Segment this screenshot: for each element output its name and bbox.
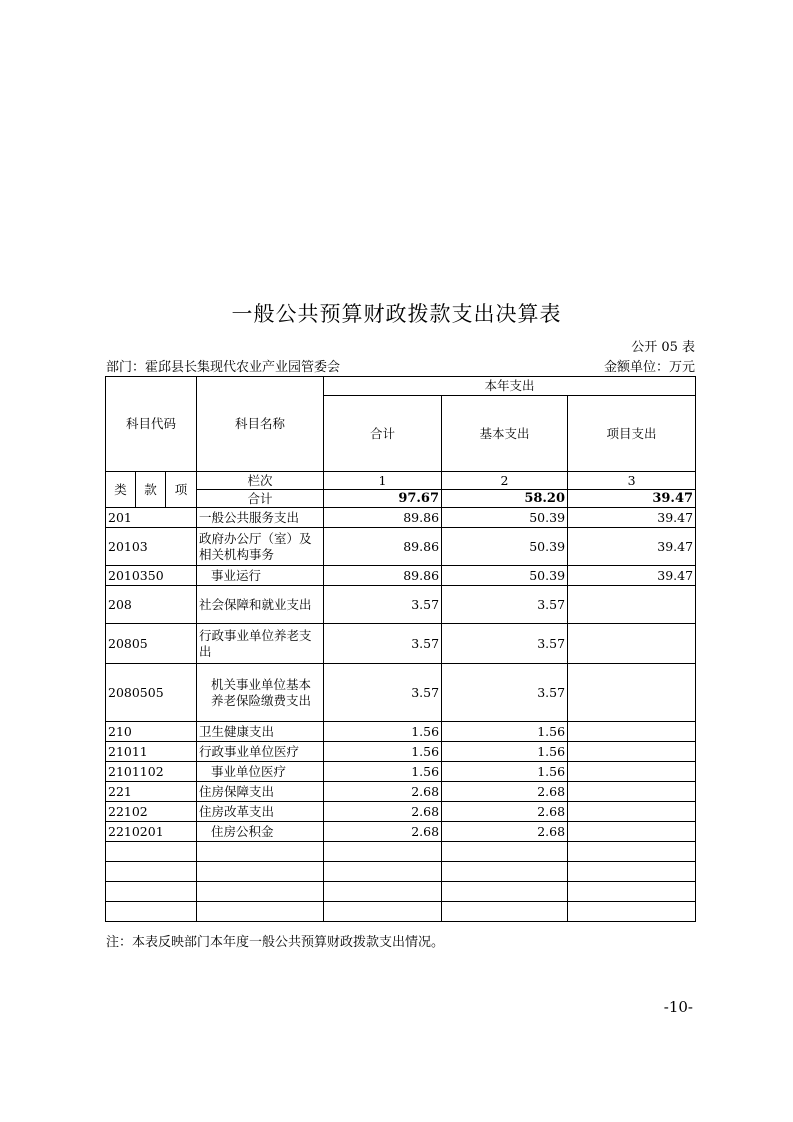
header-name: 科目名称 bbox=[197, 377, 324, 472]
row-project bbox=[568, 822, 696, 842]
row-code: 2010350 bbox=[106, 566, 197, 586]
table-row bbox=[106, 802, 696, 822]
row-basic: 2.68 bbox=[442, 802, 568, 822]
row-basic: 2.68 bbox=[442, 822, 568, 842]
row-basic: 1.56 bbox=[442, 722, 568, 742]
row-total: 3.57 bbox=[324, 624, 442, 664]
row-project bbox=[568, 742, 696, 762]
row-project bbox=[568, 624, 696, 664]
row-name: 政府办公厅（室）及相关机构事务 bbox=[197, 528, 324, 566]
row-basic: 50.39 bbox=[442, 566, 568, 586]
row-code: 21011 bbox=[106, 742, 197, 762]
row-code: 210 bbox=[106, 722, 197, 742]
row-code: 2210201 bbox=[106, 822, 197, 842]
row-total: 3.57 bbox=[324, 586, 442, 624]
row-project bbox=[568, 802, 696, 822]
row-basic: 1.56 bbox=[442, 762, 568, 782]
header-lanci: 栏次 bbox=[197, 472, 324, 490]
row-name: 住房公积金 bbox=[197, 822, 324, 842]
row-name: 事业单位医疗 bbox=[197, 762, 324, 782]
page-title: 一般公共预算财政拨款支出决算表 bbox=[231, 302, 562, 326]
row-total: 2.68 bbox=[324, 782, 442, 802]
row-project bbox=[568, 664, 696, 722]
header-row-1 bbox=[106, 377, 696, 396]
row-project: 39.47 bbox=[568, 508, 696, 528]
row-basic: 3.57 bbox=[442, 664, 568, 722]
table-row bbox=[106, 664, 696, 722]
table-note: 注：本表反映部门本年度一般公共预算财政拨款支出情况。 bbox=[106, 935, 445, 950]
row-basic: 1.56 bbox=[442, 742, 568, 762]
department-label: 部门：霍邱县长集现代农业产业园管委会 bbox=[106, 360, 341, 375]
table-row bbox=[106, 822, 696, 842]
row-total: 89.86 bbox=[324, 528, 442, 566]
expenditure-table bbox=[105, 376, 696, 922]
row-name: 卫生健康支出 bbox=[197, 722, 324, 742]
row-project bbox=[568, 722, 696, 742]
row-basic: 2.68 bbox=[442, 782, 568, 802]
row-total: 2.68 bbox=[324, 822, 442, 842]
row-code: 2101102 bbox=[106, 762, 197, 782]
table-row bbox=[106, 508, 696, 528]
row-basic: 3.57 bbox=[442, 624, 568, 664]
row-basic: 50.39 bbox=[442, 508, 568, 528]
empty-row bbox=[106, 862, 696, 882]
column-index-row bbox=[106, 472, 696, 490]
row-code: 20805 bbox=[106, 624, 197, 664]
table-row bbox=[106, 566, 696, 586]
empty-row bbox=[106, 902, 696, 922]
row-name: 一般公共服务支出 bbox=[197, 508, 324, 528]
empty-row bbox=[106, 842, 696, 862]
row-total: 89.86 bbox=[324, 566, 442, 586]
row-code: 22102 bbox=[106, 802, 197, 822]
row-code: 201 bbox=[106, 508, 197, 528]
row-name: 住房改革支出 bbox=[197, 802, 324, 822]
row-total: 3.57 bbox=[324, 664, 442, 722]
row-project bbox=[568, 782, 696, 802]
header-total: 合计 bbox=[324, 396, 442, 472]
page-number: -10- bbox=[663, 998, 693, 1016]
header-this-year: 本年支出 bbox=[324, 377, 696, 396]
table-row bbox=[106, 762, 696, 782]
row-total: 1.56 bbox=[324, 762, 442, 782]
header-kuan: 款 bbox=[136, 472, 166, 508]
row-name: 行政事业单位医疗 bbox=[197, 742, 324, 762]
form-number: 公开 05 表 bbox=[631, 340, 695, 355]
row-name: 事业运行 bbox=[197, 566, 324, 586]
table-row bbox=[106, 528, 696, 566]
col-index-3: 3 bbox=[568, 472, 696, 490]
row-name: 住房保障支出 bbox=[197, 782, 324, 802]
header-code: 科目代码 bbox=[106, 377, 197, 472]
table-row bbox=[106, 722, 696, 742]
table-row bbox=[106, 624, 696, 664]
row-total: 1.56 bbox=[324, 742, 442, 762]
row-basic: 3.57 bbox=[442, 586, 568, 624]
table-row bbox=[106, 742, 696, 762]
row-project: 39.47 bbox=[568, 566, 696, 586]
table-row bbox=[106, 782, 696, 802]
row-total: 2.68 bbox=[324, 802, 442, 822]
col-index-2: 2 bbox=[442, 472, 568, 490]
row-total: 89.86 bbox=[324, 508, 442, 528]
header-project: 项目支出 bbox=[568, 396, 696, 472]
row-code: 20103 bbox=[106, 528, 197, 566]
row-name: 行政事业单位养老支出 bbox=[197, 624, 324, 664]
header-basic: 基本支出 bbox=[442, 396, 568, 472]
row-project: 39.47 bbox=[568, 528, 696, 566]
summary-project: 39.47 bbox=[568, 490, 696, 508]
row-code: 208 bbox=[106, 586, 197, 624]
summary-total: 97.67 bbox=[324, 490, 442, 508]
row-basic: 50.39 bbox=[442, 528, 568, 566]
row-code: 2080505 bbox=[106, 664, 197, 722]
row-project bbox=[568, 762, 696, 782]
row-code: 221 bbox=[106, 782, 197, 802]
row-total: 1.56 bbox=[324, 722, 442, 742]
table-row bbox=[106, 586, 696, 624]
row-project bbox=[568, 586, 696, 624]
amount-unit-label: 金额单位：万元 bbox=[603, 360, 695, 375]
row-name: 社会保障和就业支出 bbox=[197, 586, 324, 624]
header-lei: 类 bbox=[106, 472, 136, 508]
summary-label: 合计 bbox=[197, 490, 324, 508]
summary-basic: 58.20 bbox=[442, 490, 568, 508]
empty-row bbox=[106, 882, 696, 902]
header-xiang: 项 bbox=[166, 472, 197, 508]
col-index-1: 1 bbox=[324, 472, 442, 490]
row-name: 机关事业单位基本养老保险缴费支出 bbox=[197, 664, 324, 722]
